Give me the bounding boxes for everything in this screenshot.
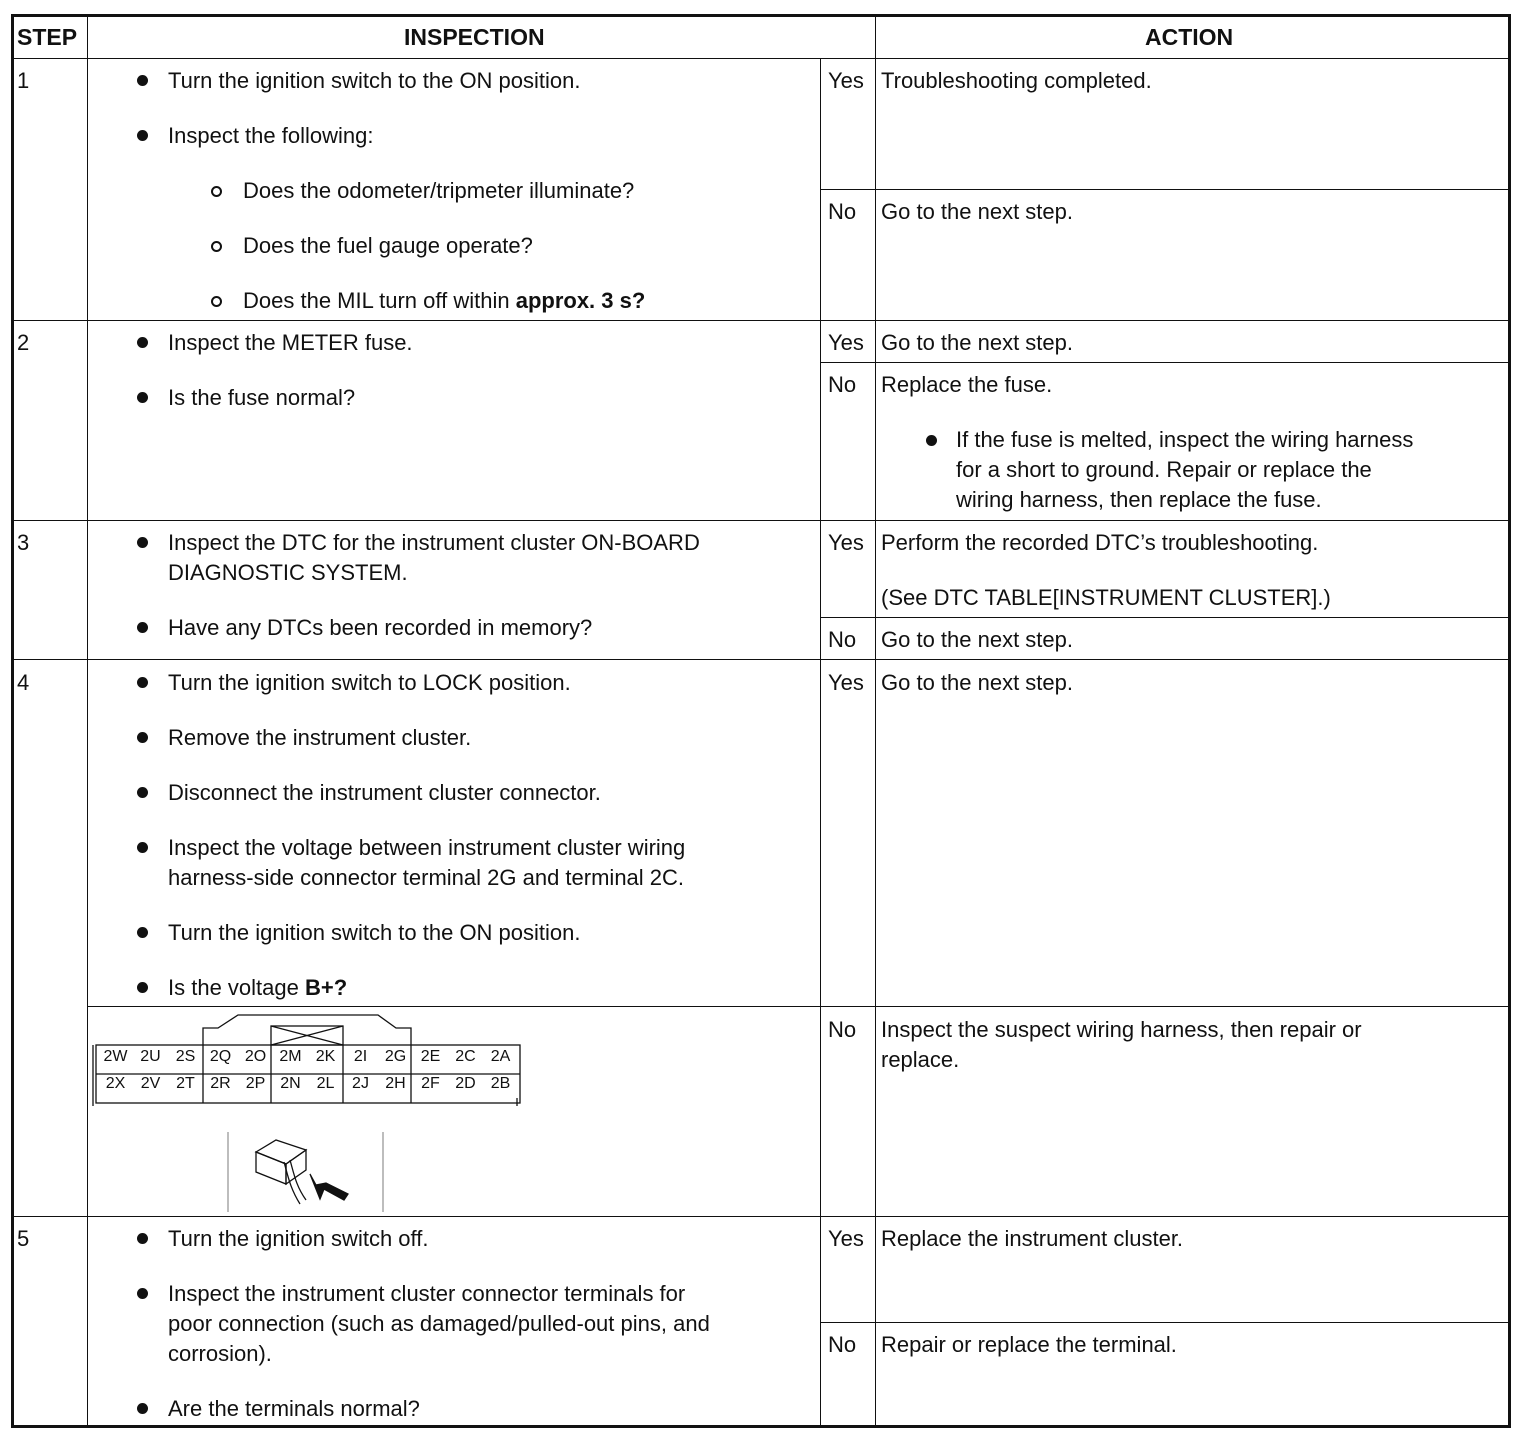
connector-pin: 2L <box>316 1075 335 1092</box>
no-label: No <box>828 1017 857 1042</box>
yes-action: Troubleshooting completed. <box>881 68 1152 93</box>
yes-label: Yes <box>828 670 864 695</box>
no-action: Replace the fuse. <box>881 372 1053 397</box>
divider <box>11 1216 1511 1217</box>
bullet-icon <box>137 842 148 853</box>
connector-pin: 2T <box>176 1075 195 1092</box>
bullet-icon <box>137 1403 148 1414</box>
connector-pin: 2F <box>421 1075 440 1092</box>
connector-pin: 2G <box>384 1048 407 1065</box>
divider <box>11 320 1511 321</box>
inspection-item: Turn the ignition switch to the ON position. <box>168 920 581 945</box>
inspection-subitem: Does the odometer/tripmeter illuminate? <box>243 178 635 203</box>
no-action: Repair or replace the terminal. <box>881 1332 1177 1357</box>
connector-pin: 2X <box>105 1075 126 1092</box>
bullet-icon <box>137 982 148 993</box>
connector-pin: 2O <box>244 1048 267 1065</box>
sub-bullet-icon <box>211 296 222 307</box>
connector-pin: 2E <box>420 1048 441 1065</box>
bullet-icon <box>137 337 148 348</box>
inspection-item: Turn the ignition switch to LOCK position. <box>168 670 571 695</box>
bullet-icon <box>137 75 148 86</box>
inspection-item: Inspect the instrument cluster connector terminals for <box>168 1281 686 1306</box>
connector-pin: 2W <box>103 1048 128 1065</box>
connector-pins-bottom <box>98 1075 518 1097</box>
divider <box>820 362 1511 363</box>
connector-pin: 2I <box>353 1048 368 1065</box>
inspection-item: Inspect the METER fuse. <box>168 330 413 355</box>
inspection-subitem: Does the MIL turn off within approx. 3 s? <box>243 288 646 313</box>
connector-pin: 2K <box>315 1048 336 1065</box>
no-action: replace. <box>881 1047 960 1072</box>
no-note: wiring harness, then replace the fuse. <box>956 487 1322 512</box>
header-step: STEP <box>17 24 78 50</box>
inspection-item: corrosion). <box>168 1341 272 1366</box>
divider <box>11 58 1511 59</box>
divider <box>11 520 1511 521</box>
no-label: No <box>828 372 857 397</box>
step-number: 5 <box>17 1226 30 1251</box>
divider <box>820 189 1511 190</box>
yes-action: Replace the instrument cluster. <box>881 1226 1184 1251</box>
inspection-item: Turn the ignition switch off. <box>168 1226 429 1251</box>
divider <box>87 1006 1511 1007</box>
connector-pins-top <box>98 1048 518 1070</box>
inspection-item: Inspect the voltage between instrument cluster wiring <box>168 835 686 860</box>
bullet-icon <box>137 787 148 798</box>
connector-pin: 2S <box>175 1048 196 1065</box>
connector-pin: 2C <box>455 1048 476 1065</box>
sub-bullet-icon <box>211 186 222 197</box>
divider <box>875 58 876 1428</box>
connector-pin: 2H <box>385 1075 406 1092</box>
connector-probe-icon <box>226 1132 386 1214</box>
connector-pin: 2D <box>455 1075 476 1092</box>
inspection-item: Are the terminals normal? <box>168 1396 420 1421</box>
inspection-item: Turn the ignition switch to the ON position. <box>168 68 581 93</box>
yes-action: Go to the next step. <box>881 670 1074 695</box>
sub-bullet-icon <box>211 241 222 252</box>
yes-label: Yes <box>828 530 864 555</box>
yes-label: Yes <box>828 330 864 355</box>
inspection-item: Is the fuse normal? <box>168 385 356 410</box>
no-action: Inspect the suspect wiring harness, then repair or <box>881 1017 1362 1042</box>
step-number: 2 <box>17 330 30 355</box>
header-inspection: INSPECTION <box>404 24 545 50</box>
inspection-item: Is the voltage B+? <box>168 975 348 1000</box>
inspection-item: Inspect the DTC for the instrument cluster ON-BOARD <box>168 530 700 555</box>
bullet-icon <box>137 732 148 743</box>
connector-pin: 2B <box>490 1075 511 1092</box>
no-label: No <box>828 1332 857 1357</box>
bullet-icon <box>137 130 148 141</box>
connector-pin: 2V <box>140 1075 161 1092</box>
no-note: If the fuse is melted, inspect the wiring harness <box>956 427 1414 452</box>
bullet-icon <box>137 622 148 633</box>
divider <box>820 1322 1511 1323</box>
inspection-item: Inspect the following: <box>168 123 374 148</box>
yes-note: (See DTC TABLE[INSTRUMENT CLUSTER].) <box>881 585 1331 610</box>
step-number: 1 <box>17 68 30 93</box>
inspection-item: Have any DTCs been recorded in memory? <box>168 615 593 640</box>
bullet-icon <box>137 927 148 938</box>
inspection-item: poor connection (such as damaged/pulled-out pins, and <box>168 1311 710 1336</box>
inspection-item: Remove the instrument cluster. <box>168 725 472 750</box>
connector-pin: 2P <box>245 1075 266 1092</box>
yes-action: Go to the next step. <box>881 330 1074 355</box>
divider <box>11 659 1511 660</box>
no-label: No <box>828 199 857 224</box>
no-label: No <box>828 627 857 652</box>
connector-pin: 2U <box>140 1048 161 1065</box>
no-note: for a short to ground. Repair or replace the <box>956 457 1372 482</box>
inspection-item: DIAGNOSTIC SYSTEM. <box>168 560 408 585</box>
yes-action: Perform the recorded DTC’s troubleshooting. <box>881 530 1319 555</box>
yes-label: Yes <box>828 68 864 93</box>
bullet-icon <box>137 392 148 403</box>
connector-pin: 2R <box>210 1075 231 1092</box>
connector-pin: 2Q <box>209 1048 232 1065</box>
bullet-icon <box>926 435 937 446</box>
step-number: 3 <box>17 530 30 555</box>
connector-pin: 2J <box>352 1075 369 1092</box>
bullet-icon <box>137 1233 148 1244</box>
inspection-item: harness-side connector terminal 2G and terminal 2C. <box>168 865 685 890</box>
connector-pin: 2A <box>490 1048 511 1065</box>
divider <box>820 617 1511 618</box>
no-action: Go to the next step. <box>881 627 1074 652</box>
connector-pin: 2M <box>279 1048 302 1065</box>
inspection-subitem: Does the fuel gauge operate? <box>243 233 533 258</box>
header-action: ACTION <box>1145 24 1234 50</box>
divider <box>875 14 876 58</box>
bullet-icon <box>137 677 148 688</box>
yes-label: Yes <box>828 1226 864 1251</box>
step-number: 4 <box>17 670 30 695</box>
connector-pin: 2N <box>280 1075 301 1092</box>
inspection-item: Disconnect the instrument cluster connector. <box>168 780 601 805</box>
no-action: Go to the next step. <box>881 199 1074 224</box>
bullet-icon <box>137 1288 148 1299</box>
divider <box>820 58 821 1428</box>
bullet-icon <box>137 537 148 548</box>
